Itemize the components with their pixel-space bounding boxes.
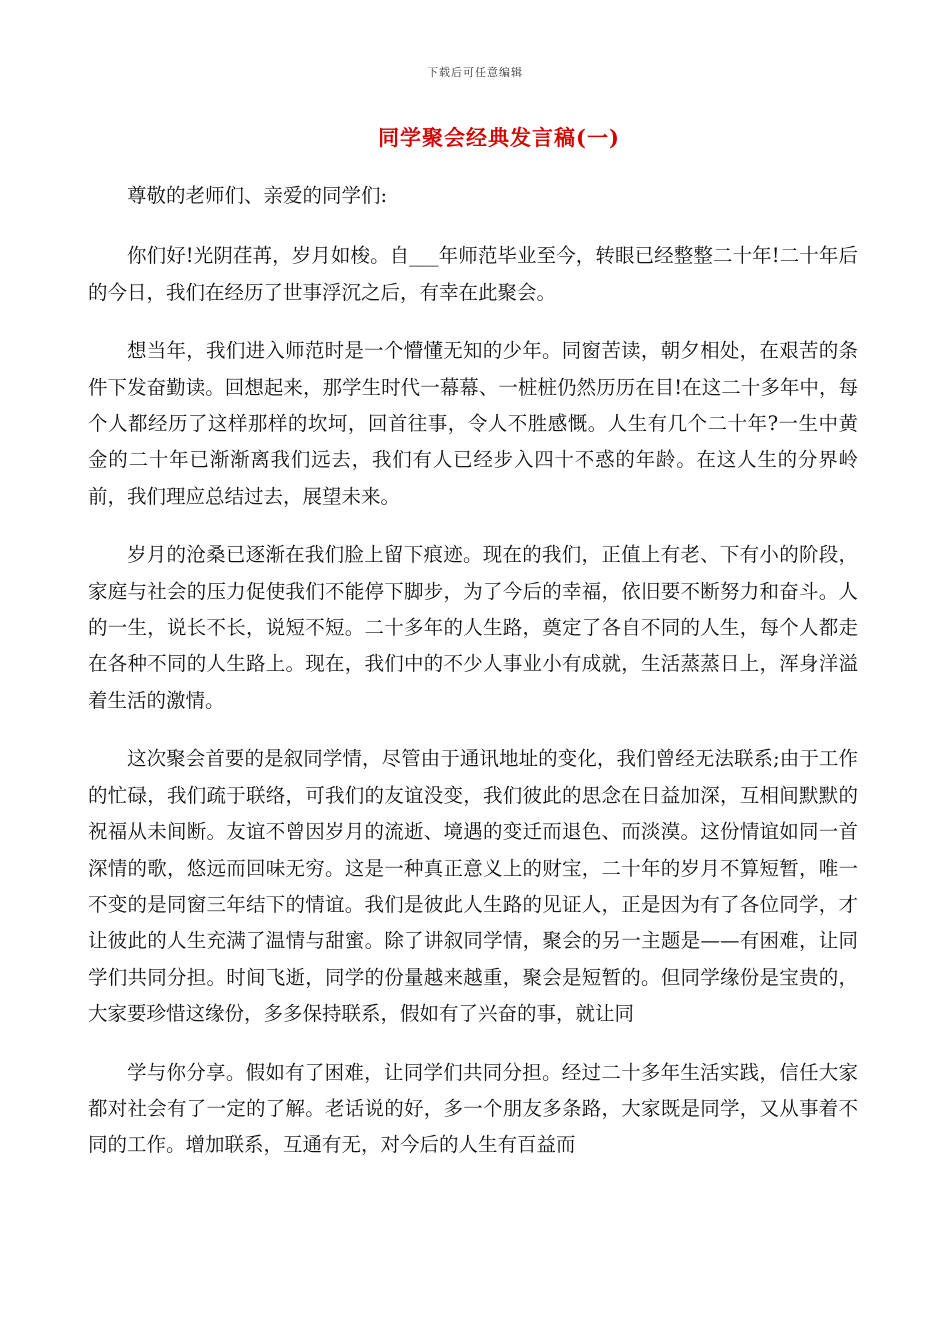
paragraph: 你们好!光阴荏苒，岁月如梭。自___年师范毕业至今，转眼已经整整二十年!二十年后的今日，我们在经历了世事浮沉之后，有幸在此聚会。 [88, 244, 858, 304]
paragraph: 这次聚会首要的是叙同学情，尽管由于通讯地址的变化，我们曾经无法联系;由于工作的忙碌，我们疏于联络，可我们的友谊没变，我们彼此的思念在日益加深，互相间默默的祝福从未间断。友谊不曾因岁月的流逝、境遇的变迁而退色、而淡漠。这份情谊如同一首深情的歌，悠远而回味无穷。这是一种真正意义上的财宝，二十年的岁月不算短暂，唯一不变的是同窗三年结下的情谊。我们是彼此人生路的见证人，正是因为有了各位同学，才让彼此的人生充满了温情与甜蜜。除了讲叙同学情，聚会的另一主题是——有困难，让同学们共同分担。时间飞逝，同学的份量越来越重，聚会是短暂的。但同学缘份是宝贵的，大家要珍惜这缘份，多多保持联系，假如有了兴奋的事，就让同 [88, 747, 858, 1026]
paragraph: 岁月的沧桑已逐渐在我们脸上留下痕迹。现在的我们，正值上有老、下有小的阶段，家庭与社会的压力促使我们不能停下脚步，为了今后的幸福，依旧要不断努力和奋斗。人的一生，说长不长，说短不短。二十多年的人生路，奠定了各自不同的人生，每个人都走在各种不同的人生路上。现在，我们中的不少人事业小有成就，生活蒸蒸日上，浑身洋溢着生活的激情。 [88, 543, 858, 712]
header-note: 下载后可任意编辑 [427, 66, 523, 79]
document-title: 同学聚会经典发言稿(一) [378, 125, 620, 150]
document-body [88, 178, 858, 1186]
paragraph: 想当年，我们进入师范时是一个懵懂无知的少年。同窗苦读，朝夕相处，在艰苦的条件下发奋勤读。回想起来，那学生时代一幕幕、一桩桩仍然历历在目!在这二十多年中，每个人都经历了这样那样的坎坷，回首往事，令人不胜感慨。人生有几个二十年?一生中黄金的二十年已渐渐离我们远去，我们有人已经步入四十不惑的年龄。在这人生的分界岭前，我们理应总结过去，展望未来。 [88, 339, 858, 508]
paragraph: 学与你分享。假如有了困难，让同学们共同分担。经过二十多年生活实践，信任大家都对社会有了一定的了解。老话说的好，多一个朋友多条路，大家既是同学，又从事着不同的工作。增加联系，互通有无，对今后的人生有百益而 [88, 1060, 858, 1157]
paragraph-greeting: 尊敬的老师们、亲爱的同学们: [127, 184, 388, 207]
